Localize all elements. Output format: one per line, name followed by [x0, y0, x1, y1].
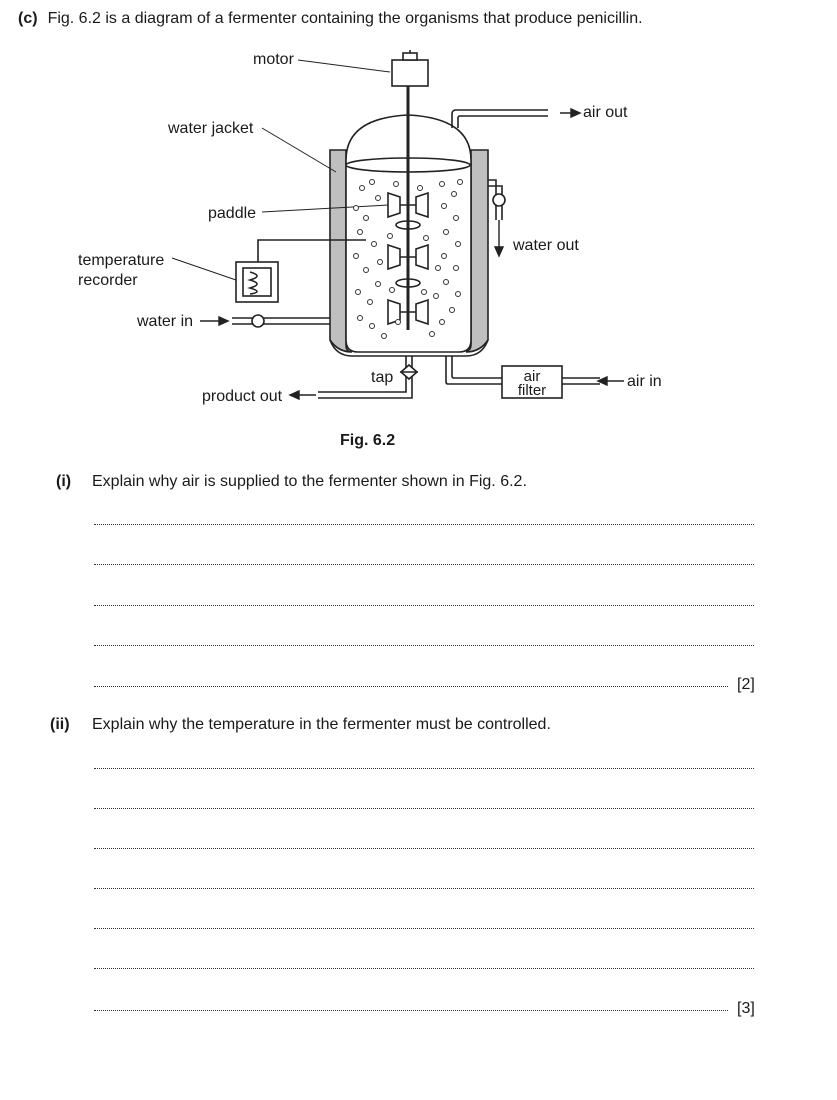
answer-line-ii-4[interactable] — [94, 888, 754, 889]
answer-line-ii-1[interactable] — [94, 768, 754, 769]
label-recorder: recorder — [78, 272, 138, 289]
answer-line-i-3[interactable] — [94, 605, 754, 606]
question-part-label: (c) — [18, 10, 38, 27]
air-out-pipe — [452, 110, 548, 128]
marks-ii: [3] — [737, 1000, 755, 1017]
marks-i: [2] — [737, 676, 755, 693]
answer-line-ii-7[interactable] — [94, 1010, 728, 1011]
answer-line-ii-3[interactable] — [94, 848, 754, 849]
part-i-text: Explain why air is supplied to the fermenter shown in Fig. 6.2. — [92, 473, 527, 490]
label-tap: tap — [371, 369, 394, 386]
answer-line-i-2[interactable] — [94, 564, 754, 565]
part-i-number: (i) — [56, 473, 72, 490]
label-air-filter-2: filter — [517, 382, 547, 399]
label-paddle: paddle — [208, 205, 257, 222]
label-air-filter-1: air — [523, 368, 541, 385]
label-water-in: water in — [137, 313, 194, 330]
answer-line-ii-6[interactable] — [94, 968, 754, 969]
answer-line-ii-2[interactable] — [94, 808, 754, 809]
answer-line-ii-5[interactable] — [94, 928, 754, 929]
motor-box — [392, 60, 428, 86]
answer-line-i-4[interactable] — [94, 645, 754, 646]
part-ii-text: Explain why the temperature in the fermenter must be controlled. — [92, 716, 551, 733]
answer-line-i-1[interactable] — [94, 524, 754, 525]
answer-line-i-5[interactable] — [94, 686, 728, 687]
question-intro: Fig. 6.2 is a diagram of a fermenter containing the organisms that produce penicillin. — [47, 10, 643, 27]
label-water-jacket: water jacket — [168, 120, 254, 137]
fermenter-diagram — [0, 0, 837, 430]
figure-caption: Fig. 6.2 — [340, 432, 396, 449]
label-motor: motor — [253, 51, 294, 68]
air-in-pipe — [446, 356, 502, 384]
label-product-out: product out — [202, 388, 283, 405]
part-ii-number: (ii) — [50, 716, 70, 733]
label-water-out: water out — [513, 237, 579, 254]
label-air-out: air out — [583, 104, 628, 121]
label-temperature: temperature — [78, 252, 165, 269]
label-air-in: air in — [627, 373, 662, 390]
